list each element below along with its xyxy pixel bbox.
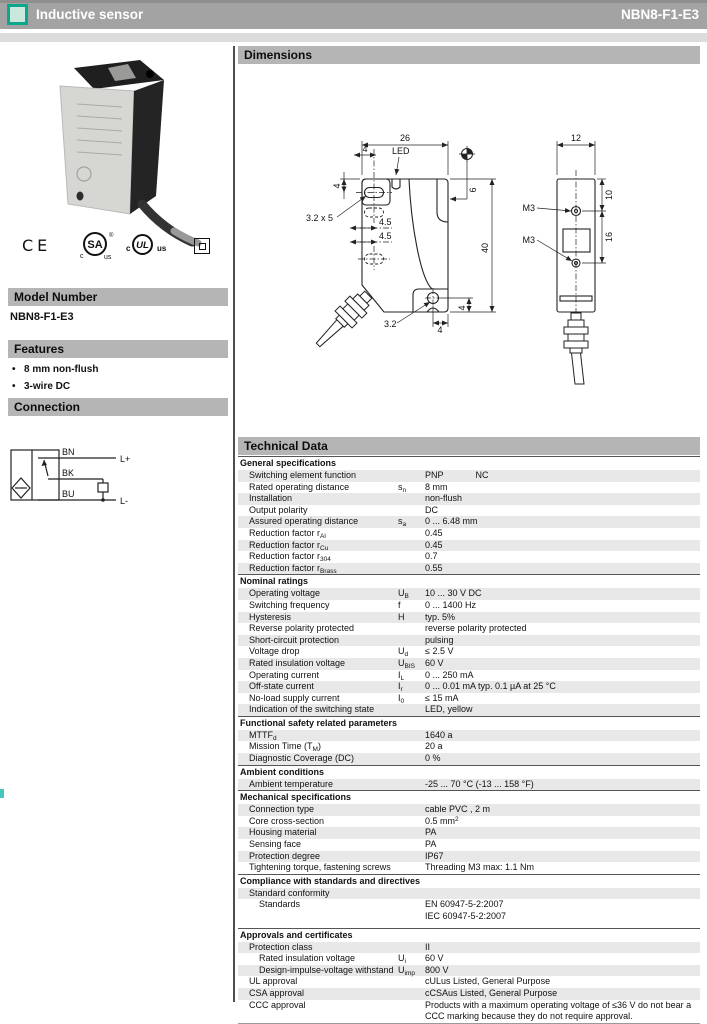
protection-class-ii-icon — [194, 238, 210, 254]
spec-row — [238, 953, 700, 965]
side-strain-relief — [564, 313, 588, 384]
spec-label: Output polarity — [249, 504, 308, 515]
spec-value: 800 V — [425, 964, 449, 975]
spec-row — [238, 839, 700, 851]
spec-label: Off-state current — [249, 681, 314, 692]
spec-row — [238, 635, 700, 647]
spec-row — [238, 588, 700, 600]
spec-label: Rated operating distance — [249, 481, 350, 492]
spec-row — [238, 612, 700, 624]
spec-value: 0.5 $mm^2$ — [425, 815, 459, 826]
spec-row — [238, 600, 700, 612]
led-notch — [392, 179, 400, 189]
spec-symbol — [398, 1000, 425, 1023]
spec-row — [238, 988, 700, 1000]
spec-label: Switching frequency — [249, 599, 330, 610]
spec-value: 0.55 — [425, 562, 443, 573]
spec-value: II — [425, 941, 431, 952]
feature-item: • 3-wire DC — [12, 381, 71, 392]
spec-label: Short-circuit protection — [249, 634, 340, 645]
spec-value — [425, 888, 700, 900]
spec-symbol: $s_n$ — [398, 481, 407, 494]
spec-value: 10 ... 30 V DC — [425, 588, 482, 599]
brand-logo-icon — [7, 4, 28, 25]
wire-label-bk: BK — [62, 468, 75, 478]
header-divider-band — [0, 33, 707, 42]
spec-label: Rated insulation voltage — [259, 953, 356, 964]
spec-value: PA — [425, 839, 437, 850]
spec-value: cULus Listed, General Purpose — [425, 976, 551, 987]
spec-label: Reduction factor $r_{Al}$ — [249, 527, 326, 540]
spec-row — [238, 753, 700, 765]
target-symbol-icon — [459, 146, 475, 162]
connection-diagram — [10, 442, 230, 537]
spec-label: Design-impulse-voltage withstand — [259, 964, 394, 975]
spec-value: 1640 a — [425, 729, 453, 740]
spec-value: IP67 — [425, 850, 444, 861]
spec-label: Mission Time $(T_M)$ — [249, 741, 321, 754]
dim-16: 16 — [604, 231, 614, 243]
spec-label: Voltage drop — [249, 646, 300, 657]
spec-label: Standards — [259, 899, 301, 910]
dim-m3-bottom: M3 — [522, 235, 535, 245]
spec-value: non-flush — [425, 493, 463, 504]
technical-data-section-header: Technical Data — [238, 437, 700, 455]
spec-label: Tightening torque, fastening screws — [249, 862, 391, 873]
spec-row — [238, 540, 700, 552]
spec-row — [238, 888, 700, 900]
spec-label: Standard conformity — [249, 887, 330, 898]
spec-row — [238, 827, 700, 839]
spec-label: Operating current — [249, 669, 320, 680]
spec-value: cCSAus Listed, General Purpose — [425, 987, 558, 998]
certifications-row — [18, 231, 220, 263]
wire-label-bu: BU — [62, 489, 75, 499]
dim-4-5-b: 4.5 — [379, 231, 392, 241]
dimension-drawing — [280, 128, 700, 430]
spec-symbol — [398, 470, 425, 482]
dim-m3-top: M3 — [522, 203, 535, 213]
page-edge-marker — [0, 789, 4, 798]
spec-label: CCC approval — [249, 999, 306, 1010]
spec-label: Reduction factor $r_{Brass}$ — [249, 562, 337, 575]
spec-group-header: Mechanical specifications — [238, 790, 700, 804]
spec-value: ≤ 15 mA — [425, 692, 459, 703]
dim-12: 12 — [570, 133, 582, 143]
spec-symbol: $I_L$ — [398, 669, 405, 682]
spec-row — [238, 965, 700, 977]
spec-value: -25 ... 70 °C (-13 ... 158 °F) — [425, 778, 534, 789]
column-separator — [233, 46, 235, 1002]
spec-symbol — [398, 635, 425, 647]
spec-value: 20 a — [425, 741, 443, 752]
spec-label: Core cross-section — [249, 815, 325, 826]
page-header-bar — [0, 3, 707, 29]
spec-symbol: $s_a$ — [398, 516, 407, 529]
spec-label: CSA approval — [249, 987, 305, 998]
spec-row — [238, 681, 700, 693]
dim-4-top: 4 — [362, 144, 368, 154]
spec-symbol — [398, 753, 425, 765]
spec-value: 0 % — [425, 753, 441, 764]
spec-symbol: $I_r$ — [398, 681, 403, 694]
terminal-label-lplus: L+ — [120, 454, 131, 464]
spec-value: Products with a maximum operating voltage of ≤36 V do not bear a CCC marking because they do not require approval. — [425, 999, 692, 1022]
spec-group-header: Ambient conditions — [238, 765, 700, 779]
spec-symbol — [398, 493, 425, 505]
spec-symbol — [398, 730, 425, 742]
spec-label: Connection type — [249, 804, 315, 815]
spec-symbol: $U_d$ — [398, 646, 409, 659]
spec-value: 0 ... 0.01 mA typ. 0.1 µA at 25 °C — [425, 681, 556, 692]
spec-value: PA — [425, 827, 437, 838]
dim-10: 10 — [604, 189, 614, 201]
spec-symbol — [398, 540, 425, 552]
spec-label: Rated insulation voltage — [249, 657, 346, 668]
spec-group-header: Functional safety related parameters — [238, 716, 700, 730]
spec-row — [238, 623, 700, 635]
product-photo — [22, 56, 207, 228]
spec-value: cable PVC , 2 m — [425, 804, 491, 815]
spec-group-header: General specifications — [238, 456, 700, 470]
spec-row — [238, 505, 700, 517]
spec-value: 0.45 — [425, 539, 443, 550]
spec-value: LED, yellow — [425, 704, 473, 715]
spec-symbol: H — [398, 611, 405, 622]
spec-row — [238, 804, 700, 816]
spec-label: Protection class — [249, 941, 313, 952]
spec-symbol — [398, 827, 425, 839]
spec-symbol — [398, 779, 425, 791]
spec-row — [238, 851, 700, 863]
spec-symbol — [398, 942, 425, 954]
spec-row — [238, 816, 700, 828]
csa-mark-icon: SA c us ® — [80, 233, 114, 261]
spec-label: No-load supply current — [249, 692, 340, 703]
spec-symbol: $U_{BIS}$ — [398, 657, 415, 670]
spec-group-header: Compliance with standards and directives — [238, 874, 700, 888]
spec-value: ≤ 2.5 V — [425, 646, 454, 657]
spec-symbol — [398, 839, 425, 851]
dimensions-section-header: Dimensions — [238, 46, 700, 64]
spec-label: Switching element function — [249, 470, 357, 480]
spec-row — [238, 658, 700, 670]
spec-row — [238, 862, 700, 874]
spec-row — [238, 1000, 700, 1023]
dim-26: 26 — [399, 133, 411, 143]
spec-symbol — [398, 804, 425, 816]
spec-label: Assured operating distance — [249, 516, 359, 527]
spec-value: DC — [425, 504, 438, 515]
ul-mark-icon: c UL us — [126, 234, 174, 262]
spec-row — [238, 482, 700, 494]
spec-symbol — [398, 623, 425, 635]
load-symbol — [98, 483, 108, 492]
spec-row — [238, 551, 700, 563]
spec-row — [238, 976, 700, 988]
spec-row — [238, 493, 700, 505]
dim-4-5-a: 4.5 — [379, 217, 392, 227]
spec-row — [238, 516, 700, 528]
header-model-number: NBN8-F1-E3 — [620, 7, 699, 22]
product-type-title: Inductive sensor — [36, 7, 144, 22]
spec-label: Reduction factor $r_{304}$ — [249, 551, 331, 564]
spec-label: $MTTF_d$ — [249, 729, 277, 742]
spec-symbol — [398, 816, 425, 828]
spec-label: Operating voltage — [249, 588, 321, 599]
spec-value: 60 V — [425, 657, 444, 668]
spec-label: Reverse polarity protected — [249, 623, 355, 634]
spec-symbol — [398, 741, 425, 753]
spec-label: UL approval — [249, 976, 298, 987]
spec-value: 8 mm — [425, 481, 448, 492]
spec-group-header: Nominal ratings — [238, 574, 700, 588]
spec-symbol: $U_i$ — [398, 953, 406, 966]
spec-row — [238, 779, 700, 791]
spec-symbol — [398, 888, 425, 900]
spec-value: 0 ... 250 mA — [425, 669, 474, 680]
connection-section-header: Connection — [8, 398, 228, 416]
spec-row — [238, 693, 700, 705]
spec-label: Ambient temperature — [249, 778, 334, 789]
spec-value: 0 ... 6.48 mm — [425, 516, 478, 527]
spec-symbol: $I_0$ — [398, 692, 405, 705]
spec-symbol: f — [398, 599, 401, 610]
spec-label: Protection degree — [249, 850, 321, 861]
features-section-header: Features — [8, 340, 228, 358]
model-number-value: NBN8-F1-E3 — [10, 311, 74, 323]
spec-value: EN 60947-5-2:2007 IEC 60947-5-2:2007 — [425, 899, 507, 921]
spec-row — [238, 470, 700, 482]
spec-symbol — [398, 704, 425, 716]
spec-symbol — [398, 505, 425, 517]
dim-4-bottom: 4 — [437, 325, 443, 335]
spec-row — [238, 563, 700, 575]
spec-symbol: $U_B$ — [398, 588, 409, 601]
spec-symbol — [398, 851, 425, 863]
spec-value: typ. 5% — [425, 611, 456, 622]
spec-value: 0.45 — [425, 527, 443, 538]
spec-symbol — [398, 976, 425, 988]
spec-row — [238, 899, 700, 922]
spec-row — [238, 704, 700, 716]
cable-strain-relief — [310, 286, 377, 353]
spec-symbol — [398, 551, 425, 563]
ce-mark-icon: CE — [22, 236, 52, 255]
dim-slot-label: 3.2 x 5 — [306, 213, 334, 223]
spec-row — [238, 730, 700, 742]
spec-value: Threading M3 max: 1.1 Nm — [425, 862, 535, 873]
spec-symbol — [398, 563, 425, 575]
spec-label: Hysteresis — [249, 611, 292, 622]
model-number-section-header: Model Number — [8, 288, 228, 306]
spec-label: Housing material — [249, 827, 317, 838]
wire-label-bn: BN — [62, 447, 75, 457]
spec-symbol — [398, 988, 425, 1000]
spec-value: 0 ... 1400 Hz — [425, 599, 477, 610]
dim-led-label: LED — [392, 146, 410, 156]
terminal-label-lminus: L- — [120, 496, 129, 506]
spec-symbol: $U_{imp}$ — [398, 964, 415, 977]
spec-label: Reduction factor $r_{Cu}$ — [249, 539, 329, 552]
spec-label: Installation — [249, 493, 293, 504]
spec-row — [238, 942, 700, 954]
dim-6: 6 — [468, 187, 478, 193]
spec-label: Sensing face — [249, 839, 302, 850]
spec-row — [238, 528, 700, 540]
features-list — [10, 361, 225, 395]
sensor-side-face — [130, 80, 164, 214]
spec-value: 60 V — [425, 953, 444, 964]
spec-value: reverse polarity protected — [425, 623, 527, 634]
spec-symbol — [398, 862, 425, 874]
dim-3-2: 3.2 — [384, 319, 397, 329]
spec-group-header: Approvals and certificates — [238, 928, 700, 942]
spec-row — [238, 741, 700, 753]
spec-label: Indication of the switching state — [249, 704, 375, 715]
spec-symbol — [398, 528, 425, 540]
feature-item: • 8 mm non-flush — [12, 364, 99, 375]
spec-row — [238, 670, 700, 682]
dim-4-left: 4 — [332, 183, 342, 189]
spec-value: 0.7 — [425, 551, 438, 562]
spec-value: PNP NC — [425, 470, 489, 480]
dim-4-right: 4 — [457, 305, 467, 311]
spec-value: pulsing — [425, 634, 454, 645]
front-view-outline — [362, 179, 448, 312]
dim-40: 40 — [480, 242, 490, 254]
spec-label: Diagnostic Coverage (DC) — [249, 753, 355, 764]
spec-symbol — [398, 899, 425, 922]
technical-data-table — [238, 456, 700, 1024]
spec-row — [238, 646, 700, 658]
